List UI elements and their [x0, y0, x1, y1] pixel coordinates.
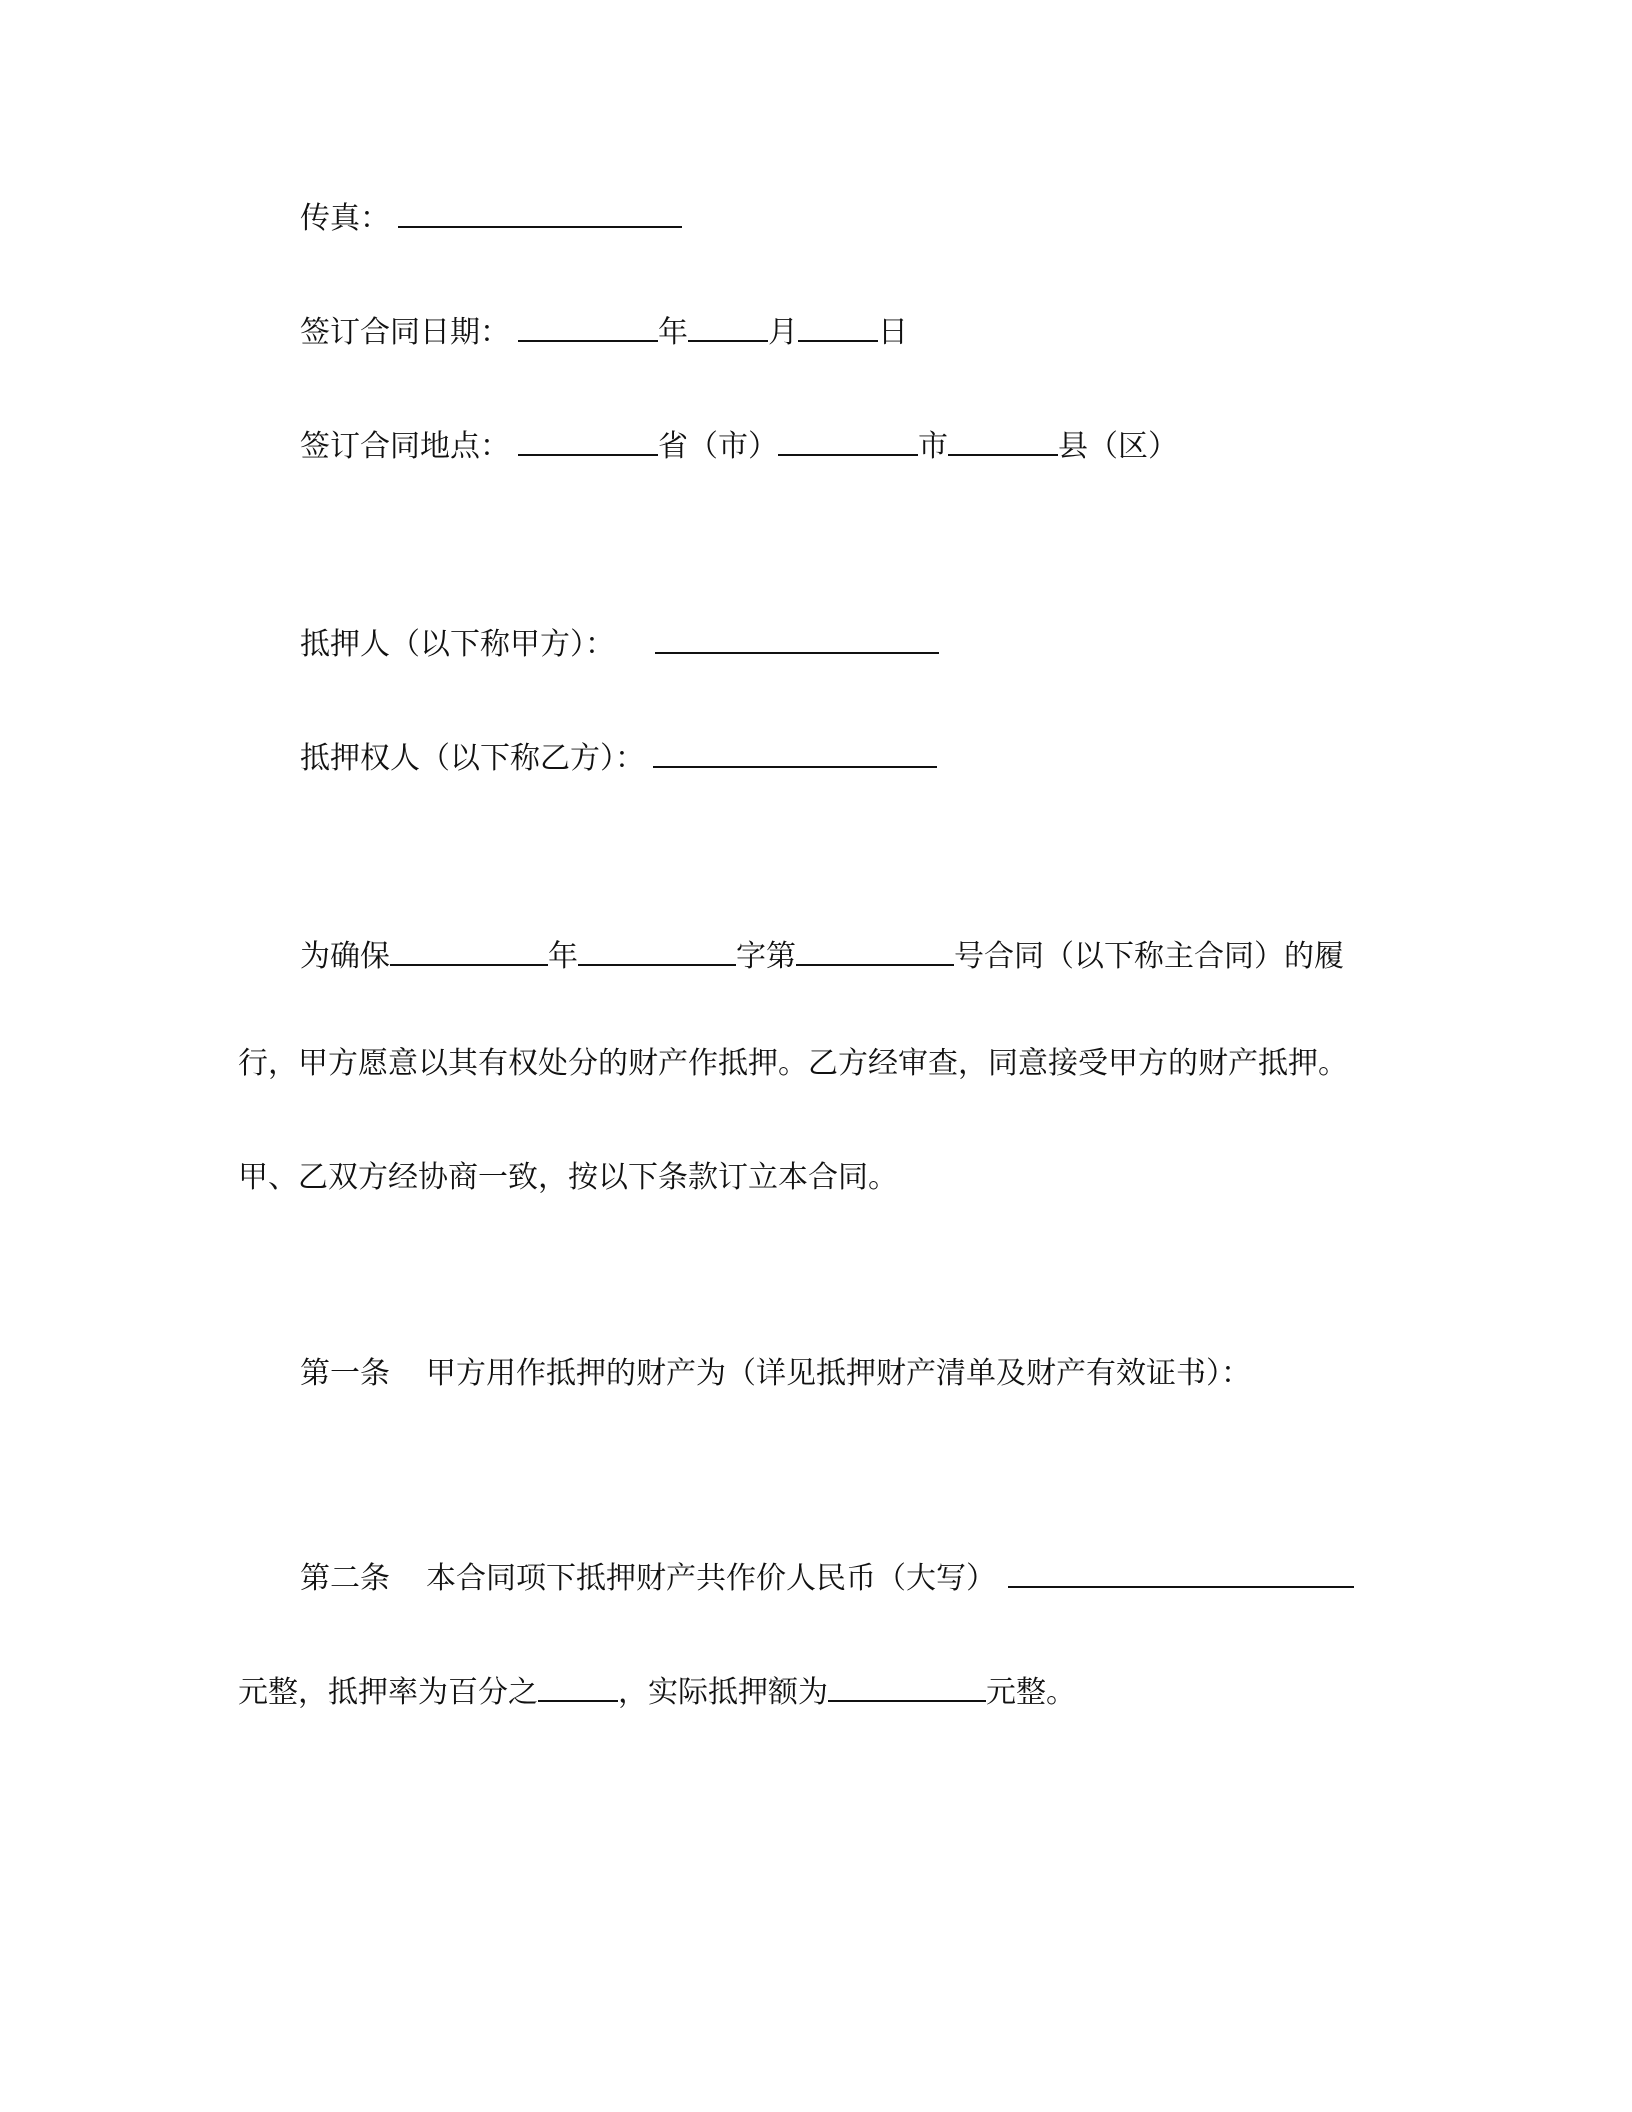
sign-place-line	[300, 420, 1178, 464]
preamble-text-4: 号合同（以下称主合同）的履	[954, 939, 1344, 974]
article-2-text: 本合同项下抵押财产共作价人民币（大写）	[426, 1561, 996, 1596]
mortgagee-label: 抵押权人（以下称乙方）：	[300, 741, 645, 776]
province-blank[interactable]	[518, 420, 658, 456]
article-2-number: 第二条	[300, 1561, 390, 1596]
sign-date-label: 签订合同日期：	[300, 315, 510, 350]
day-label: 日	[878, 315, 908, 350]
preamble-line-2: 行，甲方愿意以其有权处分的财产作抵押。乙方经审查，同意接受甲方的财产抵押。	[238, 1046, 1348, 1081]
contract-year-blank[interactable]	[390, 930, 548, 966]
article-1-text: 甲方用作抵押的财产为（详见抵押财产清单及财产有效证书）：	[426, 1356, 1251, 1391]
month-label: 月	[768, 315, 798, 350]
article-1-number: 第一条	[300, 1356, 390, 1391]
mortgagee-line	[300, 732, 937, 776]
year-label: 年	[658, 315, 688, 350]
article-2-text-b: ，实际抵押额为	[618, 1675, 828, 1710]
article-2-text-c: 元整。	[986, 1675, 1076, 1710]
mortgagor-blank[interactable]	[655, 618, 939, 654]
article-2-line-1	[300, 1552, 1354, 1596]
fax-label: 传真：	[300, 201, 390, 236]
preamble-text-3: 字第	[736, 939, 796, 974]
county-label: 县（区）	[1058, 429, 1178, 464]
mortgagor-label: 抵押人（以下称甲方）：	[300, 627, 615, 662]
article-2-line-2	[238, 1666, 1076, 1710]
city-label: 市	[918, 429, 948, 464]
fax-line	[300, 192, 682, 236]
day-blank[interactable]	[798, 306, 878, 342]
article-2-text-a: 元整，抵押率为百分之	[238, 1675, 538, 1710]
contract-number-blank[interactable]	[796, 930, 954, 966]
mortgagee-blank[interactable]	[653, 732, 937, 768]
province-label: 省（市）	[658, 429, 778, 464]
valuation-amount-blank[interactable]	[1008, 1552, 1354, 1588]
preamble-text-1: 为确保	[300, 939, 390, 974]
mortgagor-line	[300, 618, 939, 662]
preamble-line-3: 甲、乙双方经协商一致，按以下条款订立本合同。	[238, 1160, 898, 1195]
sign-place-label: 签订合同地点：	[300, 429, 510, 464]
preamble-line-1	[300, 930, 1344, 974]
actual-amount-blank[interactable]	[828, 1666, 986, 1702]
preamble-text-2: 年	[548, 939, 578, 974]
sign-date-line	[300, 306, 908, 350]
month-blank[interactable]	[688, 306, 768, 342]
mortgage-rate-blank[interactable]	[538, 1666, 618, 1702]
fax-blank[interactable]	[398, 192, 682, 228]
county-blank[interactable]	[948, 420, 1058, 456]
article-1	[300, 1354, 1251, 1394]
city-blank[interactable]	[778, 420, 918, 456]
year-blank[interactable]	[518, 306, 658, 342]
contract-char-blank[interactable]	[578, 930, 736, 966]
